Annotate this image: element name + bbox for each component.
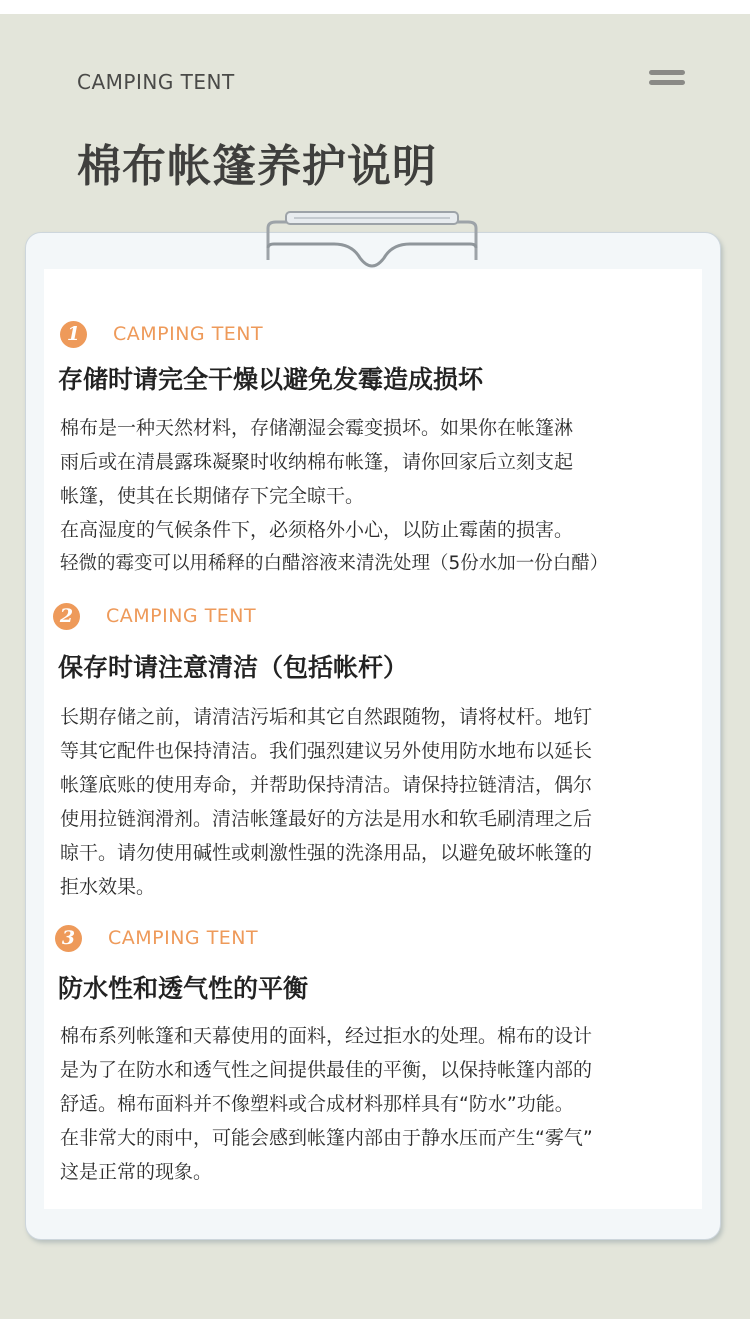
number-1-badge-icon: 1 — [60, 321, 87, 348]
section-1-line-3: 帐篷，使其在长期储存下完全晾干。 — [60, 485, 365, 507]
section-3-header — [55, 925, 355, 955]
number-3-badge-icon: 3 — [55, 925, 82, 952]
section-1-header — [60, 321, 360, 351]
section-2-header — [53, 603, 353, 633]
menu-bar-top — [649, 70, 685, 75]
hamburger-icon[interactable] — [649, 70, 685, 88]
section-2-line-2: 等其它配件也保持清洁。我们强烈建议另外使用防水地布以延长 — [60, 740, 593, 762]
section-1-line-2: 雨后或在清晨露珠凝聚时收纳棉布帐篷，请你回家后立刻支起 — [60, 451, 574, 473]
section-3-line-1: 棉布系列帐篷和天幕使用的面料，经过拒水的处理。棉布的设计 — [60, 1025, 593, 1047]
clipboard-clip-icon — [264, 208, 480, 270]
section-1-line-1: 棉布是一种天然材料，存储潮湿会霉变损坏。如果你在帐篷淋 — [60, 417, 574, 439]
section-2-body — [60, 700, 592, 904]
section-3-line-3: 舒适。棉布面料并不像塑料或合成材料那样具有“防水”功能。 — [60, 1093, 574, 1115]
section-2-line-3: 帐篷底账的使用寿命，并帮助保持清洁。请保持拉链清洁，偶尔 — [60, 774, 593, 796]
section-1-label: CAMPING TENT — [113, 323, 264, 345]
section-1-body — [60, 411, 608, 581]
section-2-line-1: 长期存储之前，请清洁污垢和其它自然跟随物，请将杖杆。地钉 — [60, 706, 593, 728]
section-2-label: CAMPING TENT — [106, 605, 257, 627]
section-3-line-2: 是为了在防水和透气性之间提供最佳的平衡，以保持帐篷内部的 — [60, 1059, 593, 1081]
menu-bar-bottom — [649, 80, 685, 85]
page-title: 棉布帐篷养护说明 — [77, 141, 437, 192]
section-2-line-4: 使用拉链润滑剂。清洁帐篷最好的方法是用水和软毛刷清理之后 — [60, 808, 593, 830]
section-2-line-5: 晾干。请勿使用碱性或刺激性强的洗涤用品，以避免破坏帐篷的 — [60, 842, 593, 864]
section-3-heading: 防水性和透气性的平衡 — [58, 974, 309, 1003]
section-3-body — [60, 1019, 593, 1189]
section-3-label: CAMPING TENT — [108, 927, 259, 949]
section-2-line-6: 拒水效果。 — [60, 876, 156, 898]
top-strip — [0, 0, 750, 14]
section-1-line-4: 在高湿度的气候条件下，必须格外小心，以防止霉菌的损害。 — [60, 519, 574, 541]
number-2-badge-icon: 2 — [53, 603, 80, 630]
section-3-line-4: 在非常大的雨中，可能会感到帐篷内部由于静水压而产生“雾气” — [60, 1127, 593, 1149]
section-1-line-5: 轻微的霉变可以用稀释的白醋溶液来清洗处理（5份水加一份白醋） — [60, 553, 609, 574]
section-3-line-5: 这是正常的现象。 — [60, 1161, 213, 1183]
section-2-heading: 保存时请注意清洁（包括帐杆） — [58, 653, 409, 682]
section-1-heading: 存储时请完全干燥以避免发霉造成损坏 — [58, 365, 484, 394]
header-eyebrow: CAMPING TENT — [77, 70, 235, 94]
